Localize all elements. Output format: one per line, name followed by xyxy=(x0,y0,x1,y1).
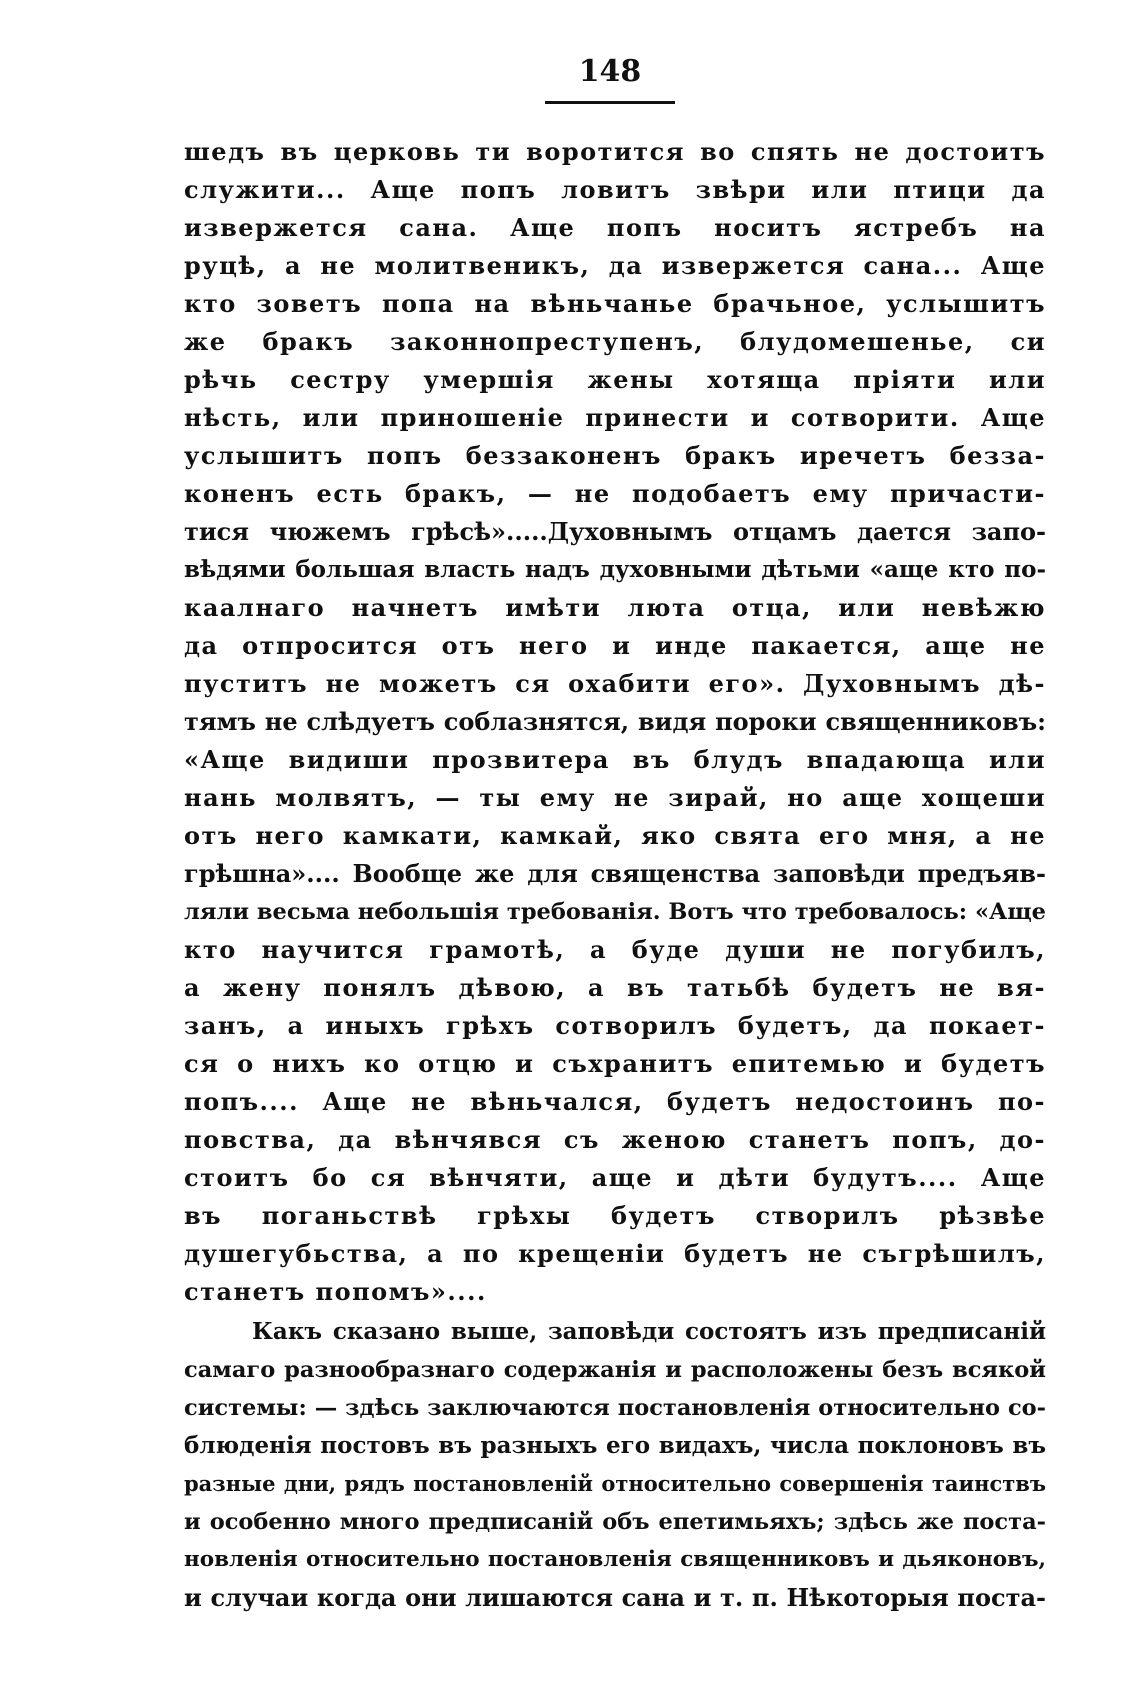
text-line: въ поганьствѣ грѣхы будетъ створилъ рѣзвѣе xyxy=(184,1201,1046,1230)
text-line: каалнаго начнетъ имѣти люта отца, или невѣжю xyxy=(184,593,1046,622)
text-line: новленія относительно постановленія священниковъ и дьяконовъ, xyxy=(184,1547,1046,1572)
text-line: блюденія постовъ въ разныхъ его видахъ, числа поклоновъ въ xyxy=(184,1432,1046,1459)
text-line: служити... Аще попъ ловитъ звѣри или птици да xyxy=(184,175,1046,204)
text-line: системы: — здѣсь заключаются постановленія относительно со- xyxy=(184,1395,1046,1421)
text-line: а жену понялъ дѣвою, а въ татьбѣ будетъ не вя- xyxy=(184,973,1046,1002)
page-number-rule xyxy=(545,101,675,104)
text-line: шедъ въ церковь ти воротится во спять не достоитъ xyxy=(184,137,1046,166)
text-line: да отпросится отъ него и инде пакается, аще не xyxy=(184,631,1046,660)
text-line: кто зоветъ попа на вѣньчанье брачьное, услышитъ xyxy=(184,289,1046,318)
text-line: нѣсть, или приношеніе принести и сотворити. Аще xyxy=(184,403,1046,432)
page-number: 148 xyxy=(578,54,642,89)
text-line: и особенно много предписаній объ епетимьяхъ; здѣсь же поста- xyxy=(184,1509,1046,1535)
text-line: пуститъ не можетъ ся охабити его». Духовнымъ дѣ- xyxy=(184,669,1046,698)
text-line: Какъ сказано выше, заповѣди состоятъ изъ предписаній xyxy=(252,1318,1046,1345)
text-line: ся о нихъ ко отцю и съхранитъ епитемью и будетъ xyxy=(184,1049,1046,1078)
text-line: грѣшна».... Вообще же для священства заповѣди предъяв- xyxy=(184,859,1046,888)
paragraph-2 xyxy=(184,1313,1046,1617)
text-line: разные дни, рядъ постановленій относительно совершенія таинствъ xyxy=(184,1471,1046,1496)
text-line: нань молвятъ, — ты ему не зирай, но аще хощеши xyxy=(184,783,1046,812)
text-line: извержется сана. Аще попъ носитъ ястребъ на xyxy=(184,213,1046,242)
text-line: вѣдями большая власть надъ духовными дѣтьми «аще кто по- xyxy=(184,556,1046,583)
text-line: занъ, а иныхъ грѣхъ сотворилъ будетъ, да покает- xyxy=(184,1011,1046,1040)
text-line: руцѣ, а не молитвеникъ, да извержется сана... Аще xyxy=(184,251,1046,280)
text-line: станетъ попомъ».... xyxy=(184,1277,487,1306)
text-line: услышитъ попъ беззаконенъ бракъ иречетъ безза- xyxy=(184,441,1046,470)
text-line: душегубьства, а по крещеніи будетъ не съгрѣшилъ, xyxy=(184,1239,1046,1268)
paragraph-1 xyxy=(184,133,1046,1311)
text-line: тямъ не слѣдуетъ соблазнятся, видя пороки священниковъ: xyxy=(184,707,1046,736)
text-line: попъ.... Аще не вѣньчался, будетъ недостоинъ по- xyxy=(184,1087,1046,1116)
text-line: стоитъ бо ся вѣнчяти, аще и дѣти будутъ.... Аще xyxy=(184,1163,1046,1192)
text-line: тися чюжемъ грѣсѣ».....Духовнымъ отцамъ дается запо- xyxy=(184,517,1046,546)
text-line: рѣчь сестру умершія жены хотяща пріяти или xyxy=(184,365,1046,394)
text-line: самаго разнообразнаго содержанія и расположены безъ всякой xyxy=(184,1357,1046,1383)
text-line: коненъ есть бракъ, — не подобаетъ ему причасти- xyxy=(184,479,1046,508)
text-line: ляли весьма небольшія требованія. Вотъ что требовалось: «Аще xyxy=(184,899,1046,925)
text-line: отъ него камкати, камкай, яко свята его мня, а не xyxy=(184,821,1046,850)
text-line: кто научится грамотѣ, а буде души не погубилъ, xyxy=(184,935,1046,964)
text-line: «Аще видиши прозвитера въ блудъ впадающа или xyxy=(184,745,1046,774)
text-line: и случаи когда они лишаются сана и т. п. Нѣкоторыя поста- xyxy=(184,1583,1046,1612)
text-line: повства, да вѣнчявся съ женою станетъ попъ, до- xyxy=(184,1125,1046,1154)
text-line: же бракъ законнопреступенъ, блудомешенье, си xyxy=(184,327,1046,356)
body-text xyxy=(184,133,1046,1617)
